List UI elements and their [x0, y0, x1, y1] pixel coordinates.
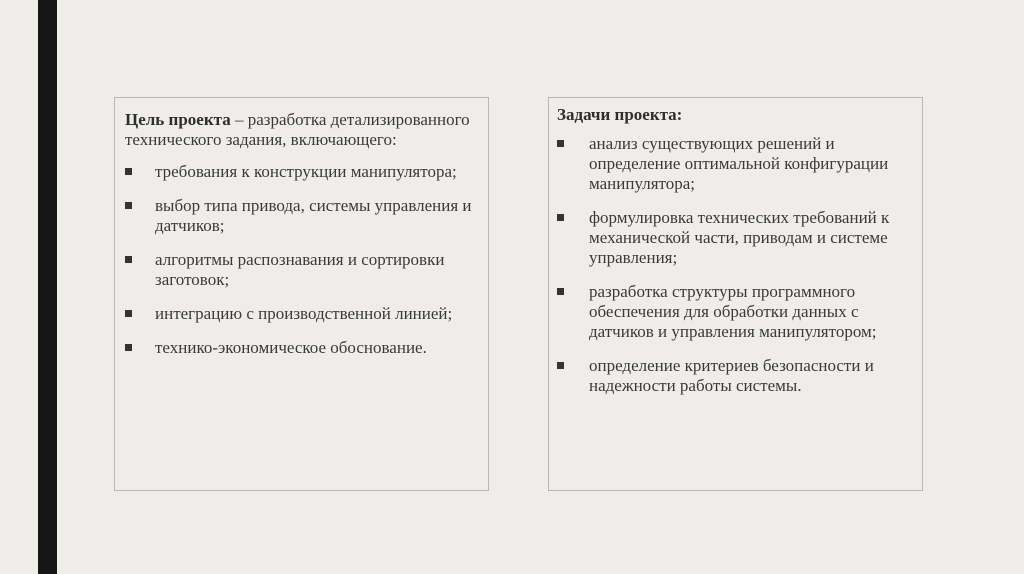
- list-item: [557, 208, 908, 268]
- project-goal-text: – разработка детализированного технического задания, включающего:: [125, 110, 470, 149]
- square-bullet-icon: [557, 214, 564, 221]
- project-tasks-heading: Задачи проекта:: [557, 105, 683, 124]
- square-bullet-icon: [125, 202, 132, 209]
- square-bullet-icon: [557, 288, 564, 295]
- square-bullet-icon: [125, 310, 132, 317]
- list-item: [557, 134, 908, 194]
- square-bullet-icon: [125, 344, 132, 351]
- list-item-text: интеграцию с производственной линией;: [155, 304, 453, 323]
- list-item-text: анализ существующих решений и определение оптимальной конфигурации манипулятора;: [589, 134, 889, 193]
- project-goal-list: [125, 162, 474, 358]
- project-tasks-box: [548, 97, 923, 491]
- list-item: [125, 162, 474, 182]
- list-item: [557, 356, 908, 396]
- list-item: [125, 304, 474, 324]
- list-item-text: требования к конструкции манипулятора;: [155, 162, 457, 181]
- square-bullet-icon: [557, 362, 564, 369]
- list-item-text: определение критериев безопасности и надежности работы системы.: [589, 356, 874, 395]
- list-item: [125, 196, 474, 236]
- list-item: [125, 250, 474, 290]
- list-item-text: технико-экономическое обоснование.: [155, 338, 427, 357]
- project-goal-box: [114, 97, 489, 491]
- list-item-text: выбор типа привода, системы управления и датчиков;: [155, 196, 472, 235]
- slide-side-bar: [38, 0, 57, 574]
- square-bullet-icon: [125, 256, 132, 263]
- square-bullet-icon: [125, 168, 132, 175]
- list-item-text: разработка структуры программного обеспечения для обработки данных с датчиков и управления манипулятором;: [589, 282, 877, 341]
- square-bullet-icon: [557, 140, 564, 147]
- project-goal-heading: Цель проекта: [125, 110, 231, 129]
- list-item-text: формулировка технических требований к механической части, приводам и системе управления;: [589, 208, 890, 267]
- list-item-text: алгоритмы распознавания и сортировки заготовок;: [155, 250, 445, 289]
- list-item: [125, 338, 474, 358]
- project-tasks-list: [557, 134, 908, 396]
- project-goal-intro: [125, 110, 474, 150]
- list-item: [557, 282, 908, 342]
